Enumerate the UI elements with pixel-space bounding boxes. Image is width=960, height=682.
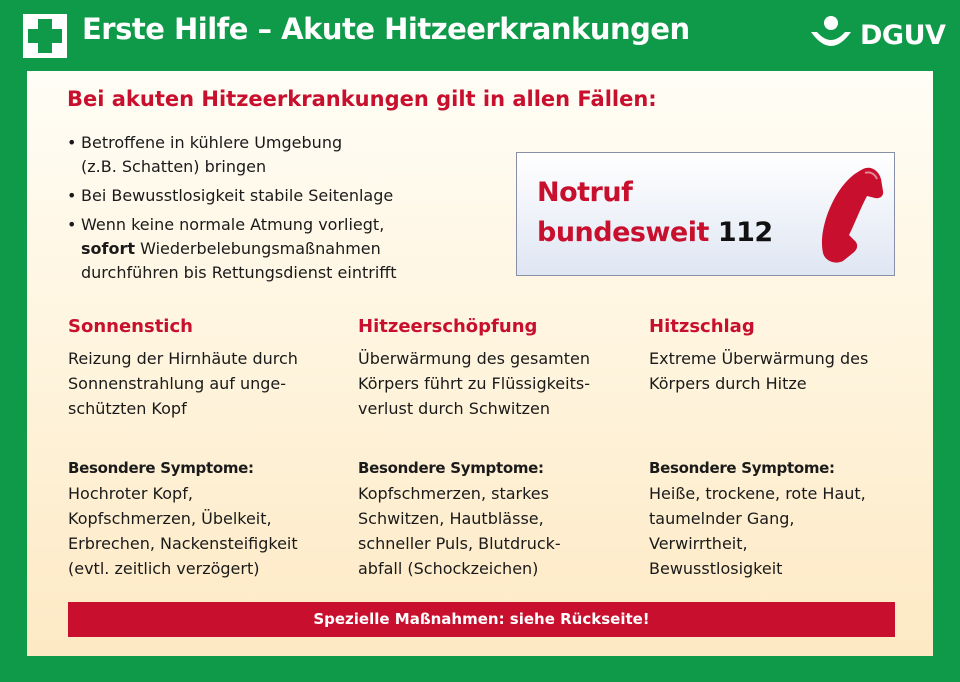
symptoms-heading: Besondere Symptome: bbox=[68, 459, 254, 477]
first-aid-cross-icon bbox=[23, 14, 67, 58]
notruf-number-line: bundesweit 112 bbox=[537, 217, 773, 248]
column-description: Reizung der Hirnhäute durch Sonnenstrahlung auf unge- schützten Kopf bbox=[68, 349, 298, 418]
notruf-label: Notruf bbox=[537, 177, 633, 208]
emergency-call-box bbox=[516, 152, 895, 276]
symptoms-list: Kopfschmerzen, starkes Schwitzen, Hautblässe, schneller Puls, Blutdruck- abfall (Schockzeichen) bbox=[358, 484, 561, 578]
column-hitzeerschoepfung bbox=[358, 316, 628, 581]
emergency-number: 112 bbox=[717, 217, 773, 248]
column-description: Überwärmung des gesamten Körpers führt zu Flüssigkeits- verlust durch Schwitzen bbox=[358, 349, 590, 418]
column-hitzschlag bbox=[649, 316, 919, 581]
logo-text: DGUV bbox=[860, 20, 946, 51]
list-item: • Wenn keine normale Atmung vorliegt, sofort Wiederbelebungsmaßnahmen durchführen bis Rettungsdienst eintrifft bbox=[67, 213, 487, 285]
symptoms-heading: Besondere Symptome: bbox=[649, 459, 835, 477]
intro-bullets bbox=[67, 131, 487, 290]
telephone-handset-icon bbox=[817, 165, 887, 265]
column-description: Extreme Überwärmung des Körpers durch Hitze bbox=[649, 349, 869, 393]
header bbox=[0, 0, 960, 70]
intro-headline: Bei akuten Hitzeerkrankungen gilt in allen Fällen: bbox=[67, 87, 657, 111]
symptoms-heading: Besondere Symptome: bbox=[358, 459, 544, 477]
column-heading: Hitzschlag bbox=[649, 316, 755, 337]
list-item: • Betroffene in kühlere Umgebung (z.B. Schatten) bringen bbox=[67, 131, 487, 179]
dguv-logo bbox=[808, 14, 946, 58]
symptoms-list: Heiße, trockene, rote Haut, taumelnder Gang, Verwirrtheit, Bewusstlosigkeit bbox=[649, 484, 866, 578]
page-title: Erste Hilfe – Akute Hitzeerkrankungen bbox=[82, 12, 690, 46]
column-heading: Hitzeerschöpfung bbox=[358, 316, 538, 337]
column-heading: Sonnenstich bbox=[68, 316, 193, 337]
column-sonnenstich bbox=[68, 316, 338, 581]
list-item: • Bei Bewusstlosigkeit stabile Seitenlage bbox=[67, 184, 487, 208]
dguv-logo-icon bbox=[808, 14, 854, 58]
content-panel bbox=[27, 71, 933, 656]
footer-banner: Spezielle Maßnahmen: siehe Rückseite! bbox=[68, 602, 895, 637]
symptoms-list: Hochroter Kopf, Kopfschmerzen, Übelkeit, Erbrechen, Nackensteifigkeit (evtl. zeitlich verzögert) bbox=[68, 484, 298, 578]
